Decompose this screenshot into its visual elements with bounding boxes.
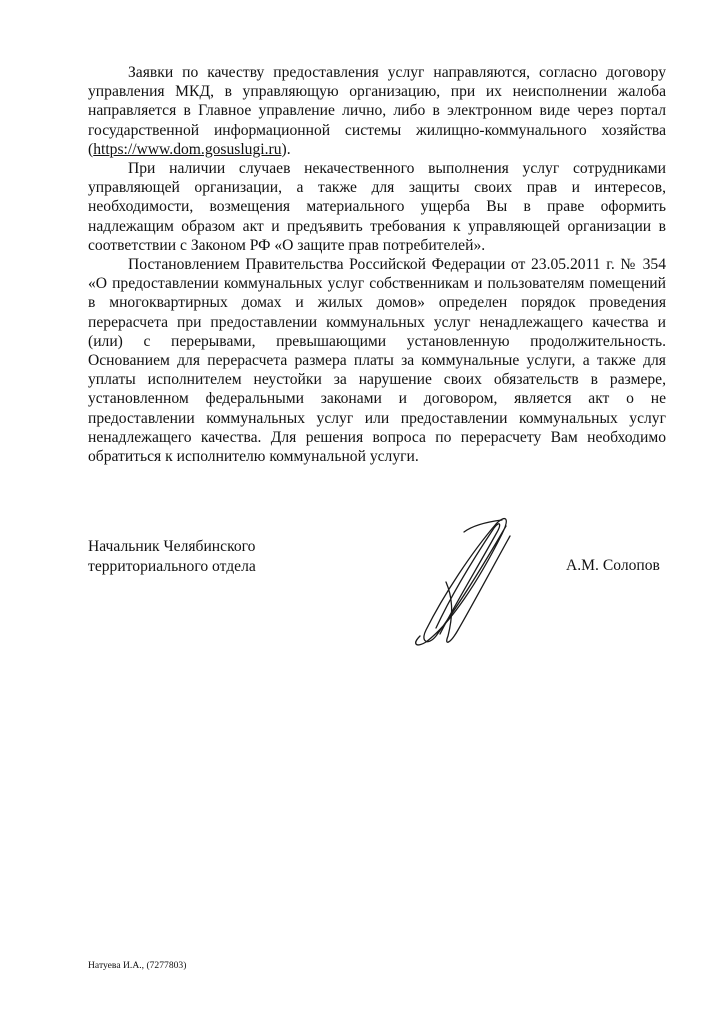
paragraph-consumer-rights: При наличии случаев некачественного выполнения услуг сотрудниками управляющей организации, а также для защиты своих прав и интересов, необходимости, возмещения материального ущерба Вы в праве оформить надлежащим образом акт и предъявить требования к управляющей организации в соответствии с Законом РФ «О защите прав потребителей». (88, 160, 666, 254)
handwritten-signature (406, 512, 518, 650)
signer-position-line2: территориального отдела (88, 558, 256, 575)
signer-name: А.М. Солопов (566, 557, 660, 574)
signer-position (88, 537, 256, 577)
paragraph-complaints-text: Заявки по качеству предоставления услуг направляются, согласно договору управления МКД, в управляющую организацию, при их неисполнении жалоба направляется в Главное управление лично, либо в электронном виде через портал государственной информационной системы жилищно-коммунального хозяйства ( (88, 64, 666, 158)
paragraph-complaints-end: ). (281, 140, 291, 158)
gis-zhkh-portal-link[interactable]: https://www.dom.gosuslugi.ru (93, 140, 282, 158)
paragraph-recalculation: Постановлением Правительства Российской Федерации от 23.05.2011 г. № 354 «О предоставлении коммунальных услуг собственникам и пользователям помещений в многоквартирных домах и жилых домов» определен порядок проведения перерасчета при предоставлении коммунальных услуг ненадлежащего качества и (или) с перерывами, превышающими установленную продолжительность. Основанием для перерасчета размера платы за коммунальные услуги, а также для уплаты исполнителем неустойки за нарушение своих обязательств в размере, установленном федеральными законами и договором, является акт о не предоставлении коммунальных услуг или предоставлении коммунальных услуг ненадлежащего качества. Для решения вопроса по перерасчету Вам необходимо обратиться к исполнителю коммунальной услуги. (88, 256, 666, 466)
paragraph-complaints (88, 63, 666, 159)
executor-footer: Натуева И.А., (7277803) (88, 960, 187, 971)
letter-body (88, 63, 666, 466)
signer-position-line1: Начальник Челябинского (88, 538, 256, 555)
